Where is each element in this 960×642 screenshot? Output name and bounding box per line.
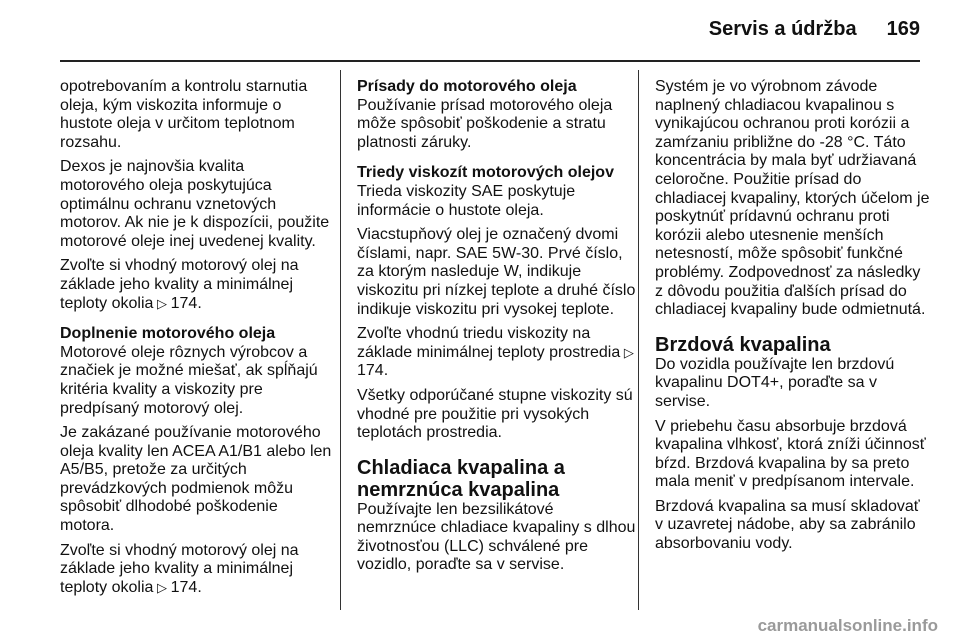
paragraph	[357, 183, 637, 220]
page-reference[interactable]: 174.	[170, 578, 202, 596]
paragraph	[60, 78, 332, 152]
text-column-1	[60, 78, 332, 603]
paragraph	[357, 325, 637, 381]
watermark: carmanualsonline.info	[757, 616, 938, 635]
paragraph-text: Je zakázané používanie motorového oleja kvality len ACEA A1/B1 alebo len A5/B5, pretože za určitých prevádzkových podmienok môžu spôsobiť dlhodobé poškodenie motora.	[60, 424, 332, 535]
column-divider	[638, 70, 639, 610]
paragraph-text: Zvoľte vhodnú triedu viskozity na základe minimálnej teploty prostredia	[357, 325, 621, 361]
paragraph-text: opotrebovaním a kontrolu starnutia oleja, kým viskozita informuje o hustote oleja v určitom teplotnom rozsahu.	[60, 78, 308, 151]
header-rule	[60, 60, 920, 62]
paragraph	[655, 356, 930, 412]
paragraph-text: Viacstupňový olej je označený dvomi číslami, napr. SAE 5W-30. Prvé číslo, za ktorým nasleduje W, indikuje viskozitu pri nízkej teplote a druhé číslo indikuje viskozitu pri vysokej teplote.	[357, 226, 636, 318]
paragraph	[357, 387, 637, 443]
text-column-3	[655, 78, 930, 560]
paragraph	[357, 97, 637, 153]
paragraph-text: Používajte len bezsilikátové nemrznúce chladiace kvapaliny s dlhou životnosťou (LLC) schválené pre vozidlo, poraďte sa v servise.	[357, 500, 636, 574]
page-reference[interactable]: 174.	[170, 294, 202, 312]
section-heading: Chladiaca kvapalina a nemrznúca kvapalina	[357, 456, 565, 501]
paragraph-text: Zvoľte si vhodný motorový olej na základe jeho kvality a minimálnej teploty okolia	[60, 541, 299, 596]
section-heading: Brzdová kvapalina	[655, 333, 831, 356]
section-title: Servis a údržba	[708, 18, 857, 40]
page-reference[interactable]: 174.	[357, 362, 389, 380]
paragraph-text: Používanie prísad motorového oleja môže spôsobiť poškodenie a stratu platnosti záruky.	[357, 96, 613, 151]
page-ref-arrow-icon: ▷	[153, 295, 171, 311]
paragraph-text: Systém je vo výrobnom závode naplnený chladiacou kvapalinou s vynikajúcou ochranou proti korózii a zamŕzaniu približne do -28 °C. Táto koncentrácia by mala byť udržiavaná celoročne. Použitie prísad do chladiacej kvapaliny, ktorých účelom je poskytnúť prídavnú ochranu proti korózii alebo utesnenie menších netesností, môže spôsobiť funkčné problémy. Zodpovednosť za následky z dôvodu použitia ďalších prísad do chladiacej kvapaliny bude odmietnutá.	[655, 78, 930, 319]
paragraph-text: Do vozidla používajte len brzdovú kvapalinu DOT4+, poraďte sa v servise.	[655, 355, 895, 410]
paragraph	[655, 418, 930, 492]
text-column-2	[357, 78, 637, 581]
paragraph	[60, 257, 332, 313]
subheading: Prísady do motorového oleja	[357, 78, 577, 95]
paragraph-text: Trieda viskozity SAE poskytuje informácie o hustote oleja.	[357, 182, 576, 219]
subheading: Doplnenie motorového oleja	[60, 325, 276, 343]
subheading: Triedy viskozít motorových olejov	[357, 164, 614, 182]
paragraph-text: Brzdová kvapalina sa musí skladovať v uzavretej nádobe, aby sa zabránilo absorbovaniu vody.	[655, 497, 920, 553]
paragraph-text: Dexos je najnovšia kvalita motorového oleja poskytujúca optimálnu ochranu vznetových motorov. Ak nie je k dispozícii, použite motorové oleje inej uvedenej kvality.	[60, 158, 330, 250]
paragraph-text: Motorové oleje rôznych výrobcov a značiek je možné miešať, ak spĺňajú kritéria kvality a viskozity pre predpísaný motorový olej.	[60, 343, 318, 417]
page-header	[709, 18, 920, 41]
page-ref-arrow-icon: ▷	[620, 344, 634, 360]
paragraph	[60, 424, 332, 536]
paragraph	[655, 498, 930, 554]
paragraph	[357, 226, 637, 319]
page-number: 169	[886, 18, 920, 40]
paragraph	[655, 78, 930, 320]
paragraph-text: V priebehu času absorbuje brzdová kvapalina vlhkosť, ktorá zníži účinnosť bŕzd. Brzdová kvapalina by sa preto mala meniť v predpísanom intervale.	[655, 417, 926, 491]
paragraph	[60, 344, 332, 418]
page-ref-arrow-icon: ▷	[153, 579, 171, 595]
paragraph	[60, 158, 332, 251]
paragraph	[357, 501, 637, 575]
column-divider	[340, 70, 341, 610]
paragraph	[60, 542, 332, 598]
paragraph-text: Zvoľte si vhodný motorový olej na základe jeho kvality a minimálnej teploty okolia	[60, 257, 299, 312]
paragraph-text: Všetky odporúčané stupne viskozity sú vhodné pre použitie pri vysokých teplotách prostredia.	[357, 386, 633, 442]
